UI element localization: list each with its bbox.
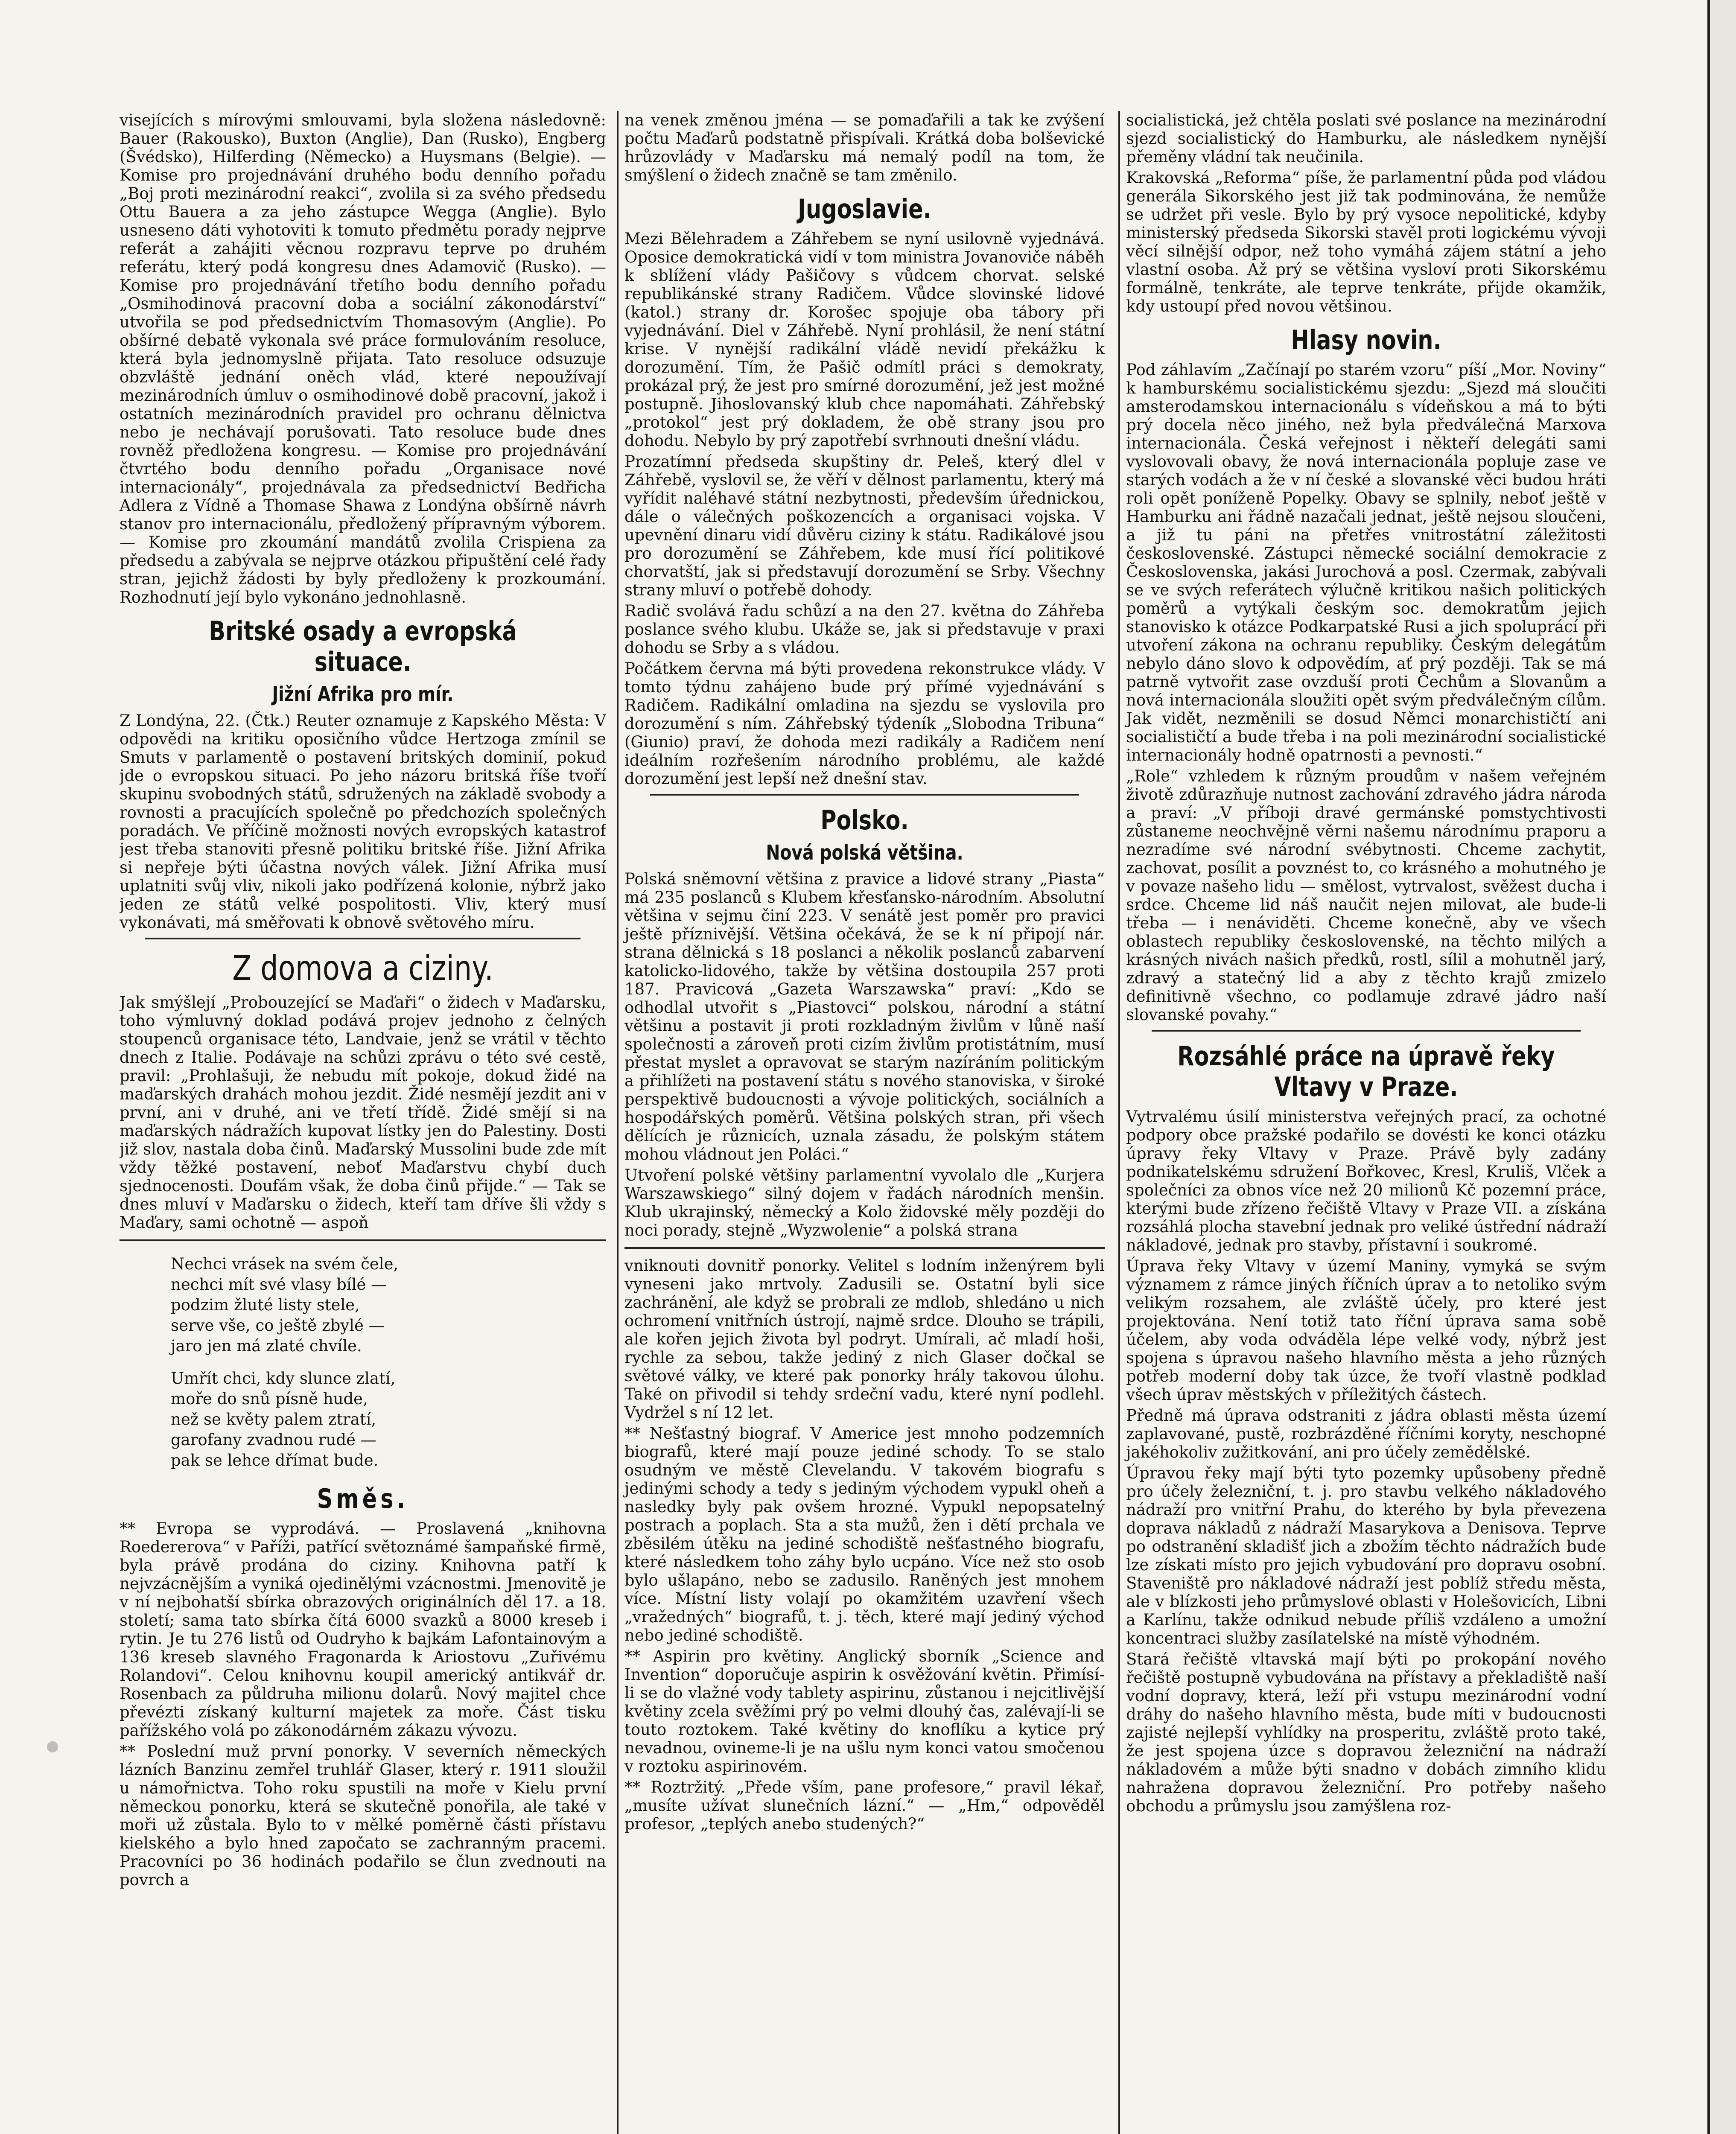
article-text: „Role“ vzhledem k různým proudům v našem veřejném životě zdůrazňuje nutnost zachování zdravého jádra národa a praví: „V příboji dravé germánské pomstychtivosti zůstaneme neochvějně věrni našemu národnímu praporu a nezradíme své národní svébytnosti. Chceme zachytit, zachovat, posílit a povznést to, co krásného a mohutného je v povaze našeho lidu — smělost, vytrvalost, svěžest ducha i srdce. Chceme lid náš naučit nejen milovat, ale bude-li třeba — i nenáviděti. Chceme konečně, aby ve všech oblastech republiky československé, na těchto milých a krásných nivách našich předků, rostl, sílil a mohutněl jarý, zdravý a statečný lid a aby z těchto krajů zmizelo definitivně všechno, co podlamuje zdravé jádro naší slovanské povahy.“ (1126, 767, 1606, 1024)
subheadline-jizni-afrika: Jižní Afrika pro mír. (272, 682, 454, 706)
article-text: Počátkem června má býti provedena rekonstrukce vlády. V tomto týdnu zahájeno bude prý přímé vyjednávání s Radičem. Radikální omladina na sjezdu se vyslovila pro dorozumění s ním. Záhřebský týdeník „Slobodna Tribuna“ (Giunio) praví, že dohoda mezi radikály a Radičem není ideálním rozřešením národního problému, ale každé dorozumění jest lepší než dnešní stav. (624, 659, 1105, 788)
article-text: Úpravou řeky mají býti tyto pozemky upůsobeny předně pro účely železniční, t. j. pro stavbu velkého nákladového nádraží pro vnitřní Prahu, do kterého by byla převezena doprava nákladů z nádraží Masarykova a Denisova. Teprve po odstranění skladišť jich a zbožím těchto nádražích bude lze získati místo pro jejich vybudování pro dopravu osobní. Staveniště pro nákladové nádraží jest poblíž středu města, ale v blízkosti jeho průmyslové oblasti v Holešovicích, Libni a Karlínu, takže odnikud nebude příliš vzdáleno a umožní koncentraci služby zasílatelské na místě výhodném. (1126, 1464, 1606, 1647)
article-text: visejících s mírovými smlouvami, byla složena následovně: Bauer (Rakousko), Buxton (Anglie), Dan (Rusko), Engberg (Švédsko), Hilferding (Německo) a Huysmans (Belgie). — Komise pro projednávání druhého bodu denního pořadu „Boj proti mezinárodní reakci“, zvolila si za svého předsedu Ottu Bauera a za jeho zástupce Wegga (Anglie). Bylo usneseno dáti vyhotoviti k tomuto předmětu porady nejprve referát a zahájiti věcnou rozpravu teprve po druhém referátu, který podá kongresu dnes Adamovič (Rusko). — Komise pro projednávání třetího bodu denního pořadu „Osmihodinová pracovní doba a sociální zákonodárství“ utvořila se pod předsednictvím Thomasovým (Anglie). Po obšírné debatě vykonala své práce formulováním resoluce, která byla jednomyslně přijata. Tato resoluce odsuzuje obzvláště jednání oněch vlád, které nepoužívají mezinárodních úmluv o osmihodinové době pracovní, jakož i ostatních mezinárodních pravidel pro ochranu dělnictva nebo je nechávají porušovati. Tato resoluce bude dnes rovněž předložena kongresu. — Komise pro projednávání čtvrtého bodu denního pořadu „Organisace nové internacionály“, projednávala za předsednictví Bedřicha Adlera z Vídně a Thomase Shawa z Londýna obšírně návrh stanov pro internacionálu, předložený přípravným výborem. — Komise pro zkoumání mandátů zvolila Crispiena za předsedu a zabývala se nejprve otázkou připuštění celé řady stran, jejichž žádosti by byly předloženy k prozkoumání. Rozhodnutí její bylo vykonáno jednohlasně. (120, 111, 606, 606)
poem-line: Umřít chci, kdy slunce zlatí, (171, 1369, 396, 1388)
poem-line: než se květy palem ztratí, (171, 1410, 376, 1428)
article-text: Prozatímní předseda skupštiny dr. Peleš, který dlel v Záhřebě, vyslovil se, že věří v dělnost parlamentu, který má vyřídit naléhavé státní nezbytnosti, především úřednickou, dále o válečných poškozencích a organisaci vojska. V upevnění dinaru vidí důvěru ciziny k státu. Radikálové jsou pro dorozumění se Záhřebem, kde musí řící politikové chorvatští, jak si představují dorozumění se Srby. Všechny strany mluví o potřebě dohody. (624, 452, 1105, 599)
article-text: vniknouti dovnitř ponorky. Velitel s lodním inženýrem byli vyneseni jako mrtvoly. Zadusili se. Ostatní byli sice zachránění, ale když se probrali ze mdlob, shledáno u nich ochromení vnitřních ústrojí, najmě srdce. Dlouho se trápili, ale kořen jejich života byl podryt. Umírali, ač mladí hoši, rychle za sebou, takže jediný z nich Glaser dočkal se světové války, ve které pak ponorky hrály takovou úlohu. Také on přivodil si tehdy srdeční vadu, které nyní podlehl. Vydržel s ní 12 let. (624, 1256, 1105, 1422)
article-text: Utvoření polské většiny parlamentní vyvolalo dle „Kurjera Warszawskiego“ silný dojem v řadách národních menšin. Klub ukrajinský, německý a Kolo židovské měly později do noci porady, stejně „Wyzwolenie“ a polská strana (624, 1166, 1105, 1239)
poem-line: pak se lehce dřímat bude. (171, 1451, 379, 1469)
article-text: Jak smýšlejí „Probouzející se Maďaři“ o židech v Maďarsku, toho výmluvný doklad podává projev jednoho z čelných stoupenců organisace této, Landvaie, jenž se vrátil v těchto dnech z Italie. Podávaje na schůzi zprávu o této své cestě, pravil: „Prohlašuji, že nebudu mít pokoje, dokud židé na maďarských drahách mohou jezdit. Židé nesmějí jezdit ani v první, ani v druhé, ani ve třetí třídě. Židé smějí si na maďarských nádražích kupovat lístky jen do Palestiny. Dosti již slov, nastala doba činů. Maďarský Mussolini bude zde mít vždy těžké postavení, neboť Maďarstvu chybí duch sjednocenosti. Doufám však, že doba činů přijde.“ — Tak se dnes mluví v Maďarsku o židech, kteří tam dříve šli vždy s Maďary, sami ochotně — aspoň (120, 993, 606, 1232)
article-text: ** Roztržitý. „Přede vším, pane profesore,“ pravil lékař, „musíte užívat slunečních lázní.“ — „Hm,“ odpověděl profesor, „teplých anebo studených?“ (624, 1778, 1105, 1833)
poem-line: moře do snů písně hude, (171, 1390, 368, 1408)
article-text: Vytrvalému úsilí ministerstva veřejných prací, za ochotné podpory obce pražské podařilo se dovésti ke konci otázku úpravy řeky Vltavy v Praze. Právě byly zadány podnikatelskému sdružení Bořkovec, Kresl, Kruliš, Vlček a společníci za obnos více než 20 milionů Kč pozemní práce, kterými bude zřízeno řečiště Vltavy v Praze VII. a získána rozsáhlá plocha stavební jednak pro veliké ústřední nádraží nákladové, jednak pro stavby, přístavní i soukromé. (1126, 1108, 1606, 1254)
poem (171, 1254, 606, 1471)
headline-z-domova: Z domova a ciziny. (232, 948, 493, 988)
article-text: Polská sněmovní většina z pravice a lidové strany „Piasta“ má 235 poslanců s Klubem křesťansko-národním. Absolutní většina v sejmu činí 223. V senátě jest poměr pro pravici ještě příznivější. Většina očekává, že se k ní připojí nár. strana dělnická s 18 poslanci a několik poslanců zabarvení katolicko-lidového, takže by většina dostoupila 257 proti 187. Pravicová „Gazeta Warszawska“ praví: „Kdo se odhodlal utvořit s „Piastovci“ polskou, národní a státní většinu a postavit ji proti rozkladným živlům v lůně naší společnosti a zároveň proti cizím živlům protistátním, musí přestat myslet a opravovat se starým nazíráním politickým a přihlížeti na postavení státu s nového stanoviska, v široké perspektivě budoucnosti a vývoje politických, sociálních a hospodářských poměrů. Většina polských stran, při všech dělících je různicích, uznala zásadu, že polským státem mohou vládnout jen Poláci.“ (624, 870, 1105, 1163)
poem-line: podzim žluté listy stele, (171, 1296, 360, 1314)
article-text: ** Evropa se vyprodává. — Proslavená „knihovna Roedererova“ v Paříži, patřící světoznámé šampaňské firmě, byla právě prodána do ciziny. Knihovna patří k nejvzácnějším a vyniká ojedinělými vzácnostmi. Jmenovitě je v ní nejbohatší sbírka obrazových originálních děl 17. a 18. století; sama tato sbírka čítá 6000 svazků a 8000 kreseb i rytin. Je tu 276 listů od Oudryho k bajkám Lafontainovým a 136 kreseb slavného Fragonarda k Ariostovu „Zuřivému Rolandovi“. Celou knihovnu koupil americký antikvář dr. Rosenbach za půldruha milionu dolarů. Nový majitel chce převézti získaný kulturní majetek za moře. Část tisku pařížského volá po zákonodárném zákazu vývozu. (120, 1519, 606, 1740)
column-right (1118, 111, 1606, 2134)
article-text: ** Poslední muž první ponorky. V severních německých lázních Banzinu zemřel truhlář Glaser, který r. 1911 sloužil u námořnictva. Toho roku spustili na moře v Kielu první německou ponorku, která se skutečně ponořila, ale také v moři už zůstala. Bylo to v mělké poměrně části přístavu kielského a bylo hned započato se zachranným pracemi. Pracovníci po 36 hodinách podařilo se člun zvednouti na povrch a (120, 1742, 606, 1889)
page-edge (1707, 0, 1736, 2134)
divider (120, 1239, 606, 1241)
divider (145, 938, 581, 939)
article-text: Z Londýna, 22. (Čtk.) Reuter oznamuje z Kapského Města: V odpovědi na kritiku oposičního vůdce Hertzoga zmínil se Smuts v parlamentě o postavení britských dominií, pokud jde o evropskou situaci. Po jeho názoru britská říše tvoří skupinu svobodných států, sdružených na základě svobody a rovnosti a pracujících společně po předchozích společných poradách. Ve příčině možnosti nových evropských katastrof jest třeba stanoviti přesně politiku britské říše. Jižní Afrika si nepřeje býti účastna nových válek. Jižní Afrika musí uplatniti svůj vliv, nikoli jako podřízená kolonie, nýbrž jako jeden ze států velké pospolitosti. Vliv, který musí vykonávati, má směřovati k obnově světového míru. (120, 711, 606, 932)
article-text: Předně má úprava odstraniti z jádra oblasti města území zaplavované, pustě, rozbrázděné říčními koryty, neschopné jakéhokoliv zužitkování, ani pro účely zemědělské. (1126, 1406, 1606, 1461)
divider (650, 794, 1079, 796)
article-text: Stará řečiště vltavská mají býti po prokopání nového řečiště postupně vybudována na přístavy a překladiště naší vodní dopravy, která, leží při vstupu mezinárodní vodní dráhy do našeho hlavního města, bude míti v budoucnosti zajisté nejlepší vyhlídky na prosperitu, zvláště proto také, že jest spojena úzce s dopravou železniční na nádraží nákladovém a může býti snadno v dobách zimního klidu nahražena dopravou železniční. Pro potřeby našeho obchodu a průmyslu jsou zamýšlena roz- (1126, 1650, 1606, 1815)
article-text: na venek změnou jména — se pomaďařili a tak ke zvýšení počtu Maďarů podstatně přispívali. Krátká doba bolševické hrůzovlády v Maďarsku má nemalý podíl na tom, že smýšlení o židech značně se tam změnilo. (624, 111, 1105, 184)
headline-vltava: Rozsáhlé práce na úpravě řeky Vltavy v Praze. (1177, 1041, 1555, 1102)
poem-line: serve vše, co ještě zbylé — (171, 1316, 385, 1335)
column-left (120, 111, 606, 2134)
subheadline-nova-vetsina: Nová polská většina. (766, 841, 963, 865)
article-text: Krakovská „Reforma“ píše, že parlamentní půda pod vládou generála Sikorského jest již tak podminována, že nemůže se udržet při vesle. Bylo by prý vysoce nepolitické, kdyby ministerský předseda Sikorski stavěl proti logickému vývoji věcí silnější odpor, než toho vymáhá zájem státní a jeho vlastní osoba. Až prý se většina vysloví proti Sikorskému formálně, tenkráte, ale teprve tenkráte, přijde okamžik, kdy ustoupí před novou většinou. (1126, 169, 1606, 315)
article-text: socialistická, jež chtěla poslati své poslance na mezinárodní sjezd socialistický do Hamburku, ale následkem nynější přeměny vládní tak neučinila. (1126, 111, 1606, 166)
divider (624, 1247, 1105, 1249)
punch-hole-mark (47, 1741, 58, 1752)
article-text: Pod záhlavím „Začínají po starém vzoru“ píší „Mor. Noviny“ k hamburskému socialistickému sjezdu: „Sjezd má sloučiti amsterodamskou internacionálu s vídeňskou a má to býti prý docela něco jiného, než byla předválečná Marxova internacionála. Česká veřejnost i někteří delegáti sami vyslovovali obavy, že nová internacionála popluje zase ve starých vodách a že v ní české a slovanské věci budou hráti roli opět poníženě Popelky. Obavy se splnily, neboť ještě v Hamburku ani řádně nazačali jednat, ještě nejsou sloučeni, a již tu páni na přetřes vnitrostátní záležitosti československé. Zástupci německé sociální demokracie z Československa, jakási Jurochová a posl. Czermak, zabývali se ve svých referátech výlučně kritikou našich politických poměrů a vytýkali českým soc. demokratům jejich stanovisko k otázce Podkarpatské Rusi a jich spoluprácí při utvoření zákona na ochranu republiky. Českým delegátům nebylo dáno slovo k odpovědím, ať prý později. Tak se má patrně vytvořit zase ovzduší proti Čechům a Slovanům a nová internacionála sloužiti opět svým předválečným cílům. Jak vidět, nezměnili se dosud Němci monarchističtí ani socialističtí a bude třeba i na poli mezinárodní socialistické internacionály hodně opatrnosti a pevnosti.“ (1126, 361, 1606, 764)
article-text: ** Nešťastný biograf. V Americe jest mnoho podzemních biografů, které mají pouze jediné schody. To se stalo osudným ve městě Clevelandu. V takovém biografu s jedinými schody a tedy s jediným východem vypukl oheň a nasledky byly pak ovšem hrozné. Vypukl nepopsatelný postrach a poplach. Sta a sta mužů, žen i dětí prchala ve zběsilém útěku na jediné schodiště nešťastného biografu, které následkem toho záhy bylo ucpáno. Více než sto osob bylo ušlapáno, nebo se zadusilo. Raněných jest mnohem více. Místní listy volají po okamžitém uzavření všech „vražedných“ biografů, t. j. těch, které mají jediný východ nebo jediné schodiště. (624, 1424, 1105, 1644)
poem-line: nechci mít své vlasy bílé — (171, 1275, 387, 1294)
headline-hlasy-novin: Hlasy novin. (1291, 324, 1441, 356)
headline-smes: Směs. (317, 1483, 409, 1514)
article-text: Úprava řeky Vltavy v území Maniny, vymyká se svým významem z rámce jiných říčních úprav a to netoliko svým velikým rozsahem, ale zvláště účely, pro které jest projektována. Není totiž tato říční úprava sama sobě účelem, aby voda odváděla lépe velké vody, nýbrž jest spojena s úpravou našeho hlavního města a jeho různých potřeb moderní doby tak úzce, že tvoří vlastně podklad všech úprav městských v příležitých částech. (1126, 1257, 1606, 1404)
poem-line: Nechci vrásek na svém čele, (171, 1255, 399, 1273)
article-text: Radič svolává řadu schůzí a na den 27. května do Záhřeba poslance svého klubu. Ukáže se, jak si představuje v praxi dohodu se Srby a s vládou. (624, 602, 1105, 657)
divider (1152, 1030, 1581, 1032)
column-middle (617, 111, 1105, 2134)
poem-line: garofany zvadnou rudé — (171, 1431, 376, 1449)
article-text: Mezi Bělehradem a Záhřebem se nyní usilovně vyjednává. Oposice demokratická vidí v tom ministra Jovanoviče náběh k sblížení vlády Pašičovy s vůdcem chorvat. selské republikánské strany Radičem. Vůdce slovinské lidové (katol.) strany dr. Korošec spojuje oba tábory při vyjednávání. Diel v Záhřebě. Nyní prohlásil, že není státní krise. V nynější radikální vládě nevidí překážku k dorozumění. Tím, že Pašič odmítl práci s demokraty, prokázal prý, že jest pro smírné dorozumění, jež jest možné postupně. Jihoslovanský klub chce napomáhati. Záhřebský „protokol“ jest prý dokladem, že obě strany jsou pro dohodu. Nebylo by prý zapotřebí svrhnouti dnešní vládu. (624, 230, 1105, 450)
article-text: ** Aspirin pro květiny. Anglický sborník „Science and Invention“ doporučuje aspirin k osvěžování květin. Přimísí-li se do vlažné vody tablety aspirinu, zůstanou i nejcitlivější květiny zcela svěžími prý po velmi dlouhý čas, zalévají-li se touto roztokem. Také květiny do knoflíku a kytice prý nevadnou, ovineme-li je na ušlu nym konci vatou smočenou v roztoku aspirinovém. (624, 1647, 1105, 1775)
headline-britske-osady: Britské osady a evropská situace. (209, 615, 517, 677)
headline-jugoslavie: Jugoslavie. (798, 193, 931, 224)
headline-polsko: Polsko. (820, 805, 909, 836)
poem-line: jaro jen má zlaté chvíle. (171, 1337, 362, 1355)
